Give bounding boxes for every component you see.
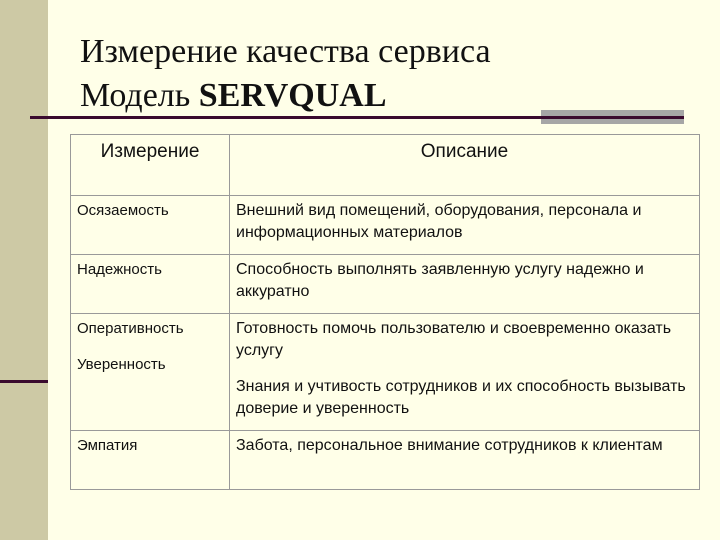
description-cell: Внешний вид помещений, оборудования, персонала и информационных материалов <box>230 196 700 255</box>
dimension-cell: Осязаемость <box>71 196 230 255</box>
table-header-row <box>71 135 700 196</box>
title-model-prefix: Модель <box>80 77 199 114</box>
title-line-2 <box>80 74 491 118</box>
table-row <box>71 255 700 314</box>
table-row <box>71 196 700 255</box>
dimension-cell: Эмпатия <box>71 431 230 490</box>
description-text: Знания и учтивость сотрудников и их способность вызывать доверие и уверенность <box>236 378 686 417</box>
dimension-text: Оперативность <box>77 320 184 337</box>
title-rule <box>30 116 684 119</box>
dimension-cell <box>71 314 230 431</box>
description-cell: Забота, персональное внимание сотрудников к клиентам <box>230 431 700 490</box>
left-accent-line <box>0 380 48 383</box>
table-row <box>71 431 700 490</box>
title-servqual: SERVQUAL <box>198 77 387 114</box>
dimension-text: Уверенность <box>77 356 166 373</box>
description-cell: Способность выполнять заявленную услугу надежно и аккуратно <box>230 255 700 314</box>
slide-title <box>80 30 491 118</box>
description-cell <box>230 314 700 431</box>
dimension-cell: Надежность <box>71 255 230 314</box>
left-decor-band <box>0 0 48 540</box>
servqual-table <box>70 134 700 490</box>
header-dimension: Измерение <box>71 135 230 196</box>
header-description: Описание <box>230 135 700 196</box>
description-text: Готовность помочь пользователю и своевременно оказать услугу <box>236 320 672 359</box>
table-row <box>71 314 700 431</box>
title-line-1: Измерение качества сервиса <box>80 33 491 70</box>
